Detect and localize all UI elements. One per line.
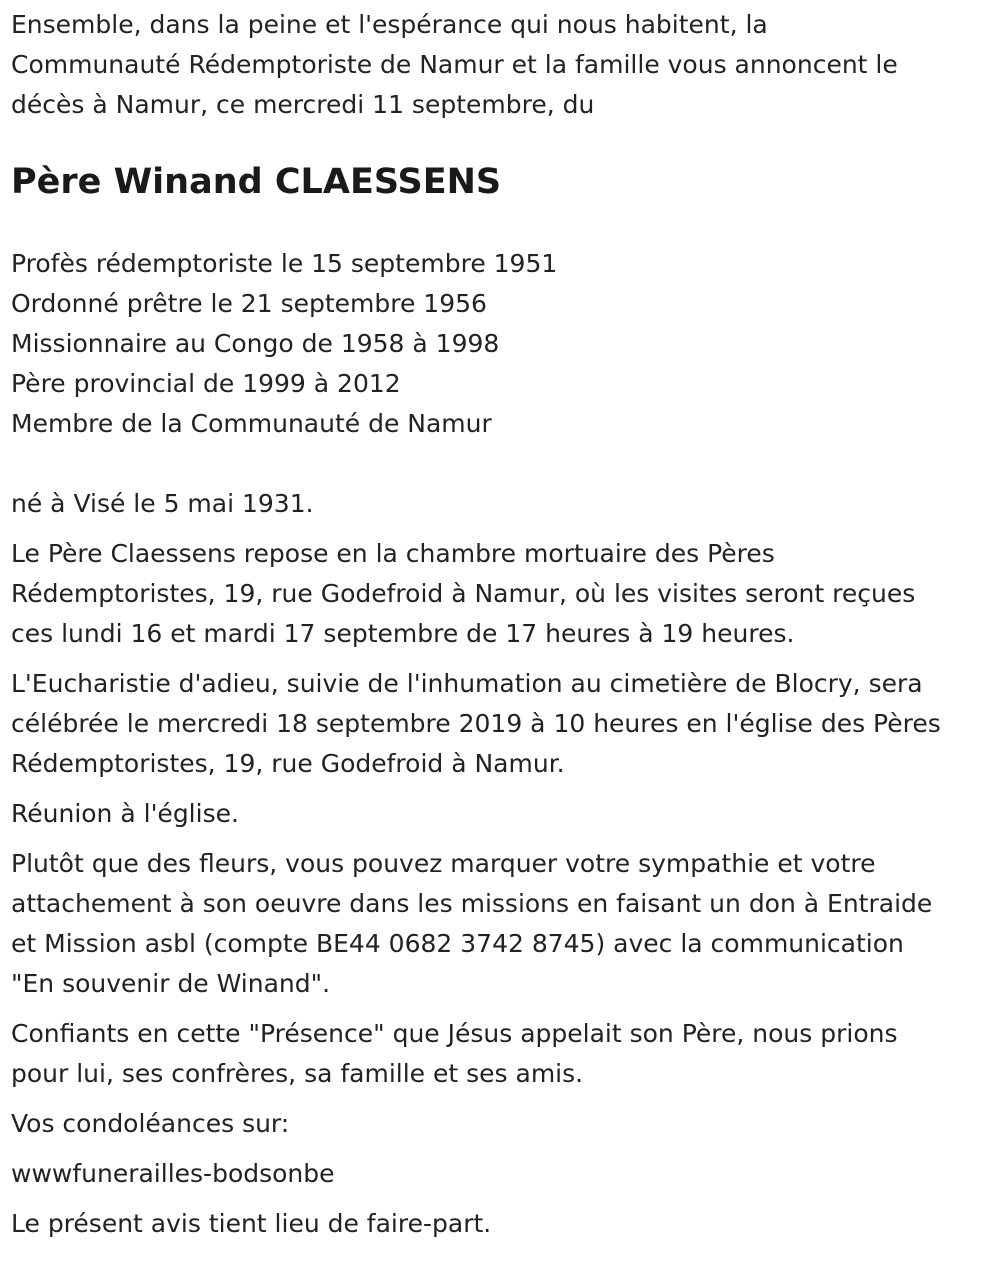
fleurs-line: "En souvenir de Winand". (11, 969, 331, 998)
deceased-name: Père Winand CLAESSENS (11, 162, 502, 202)
fleurs-line: et Mission asbl (compte BE44 0682 3742 8745) avec la communication (11, 929, 904, 958)
condoleances-site: wwwfunerailles-bodsonbe (11, 1159, 335, 1188)
intro-paragraph (11, 0, 990, 125)
confiants-line: pour lui, ses confrères, sa famille et ses amis. (11, 1059, 584, 1088)
repose-line: ces lundi 16 et mardi 17 septembre de 17 heures à 19 heures. (11, 619, 795, 648)
career-item: Missionnaire au Congo de 1958 à 1998 (11, 329, 500, 358)
career-item: Membre de la Communauté de Namur (11, 409, 492, 438)
career-list (11, 244, 990, 444)
closing-line: Le présent avis tient lieu de faire-part. (11, 1209, 492, 1238)
intro-line: Communauté Rédemptoriste de Namur et la famille vous annoncent le (11, 50, 898, 79)
career-item: Profès rédemptoriste le 15 septembre 1951 (11, 249, 558, 278)
intro-line: Ensemble, dans la peine et l'espérance qui nous habitent, la (11, 10, 768, 39)
confiants-paragraph (11, 1014, 990, 1094)
repose-line: Le Père Claessens repose en la chambre mortuaire des Pères (11, 539, 775, 568)
fleurs-line: attachement à son oeuvre dans les missions en faisant un don à Entraide (11, 889, 933, 918)
reunion-line: Réunion à l'église. (11, 799, 239, 828)
career-item: Ordonné prêtre le 21 septembre 1956 (11, 289, 487, 318)
condoleances-label: Vos condoléances sur: (11, 1109, 290, 1138)
eucharistie-line: Rédemptoristes, 19, rue Godefroid à Namur. (11, 749, 565, 778)
eucharistie-paragraph (11, 664, 990, 784)
intro-line: décès à Namur, ce mercredi 11 septembre, du (11, 90, 595, 119)
career-item: Père provincial de 1999 à 2012 (11, 369, 401, 398)
fleurs-line: Plutôt que des fleurs, vous pouvez marquer votre sympathie et votre (11, 849, 876, 878)
birth-line: né à Visé le 5 mai 1931. (11, 489, 314, 518)
repose-paragraph (11, 534, 990, 654)
fleurs-paragraph (11, 844, 990, 1004)
eucharistie-line: célébrée le mercredi 18 septembre 2019 à 10 heures en l'église des Pères (11, 709, 941, 738)
repose-line: Rédemptoristes, 19, rue Godefroid à Namur, où les visites seront reçues (11, 579, 916, 608)
eucharistie-line: L'Eucharistie d'adieu, suivie de l'inhumation au cimetière de Blocry, sera (11, 669, 923, 698)
confiants-line: Confiants en cette "Présence" que Jésus appelait son Père, nous prions (11, 1019, 898, 1048)
